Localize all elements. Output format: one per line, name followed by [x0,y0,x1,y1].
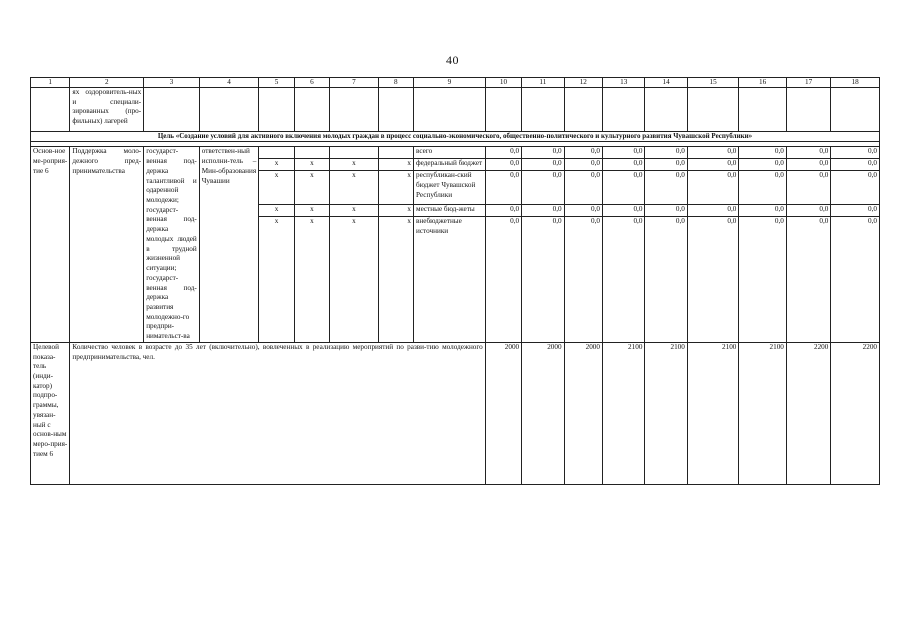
goal-heading: Цель «Создание условий для активного включения молодых граждан в процесс социально-экономического, общественно-политического и культурного развития Чувашской Республики» [31,132,880,142]
funding-value: 0,0 [831,204,880,216]
funding-value: 0,0 [485,204,521,216]
funding-value: 0,0 [831,171,880,205]
column-number: 6 [294,78,329,88]
funding-value: 0,0 [645,216,687,342]
indicator-value: 2000 [522,342,564,484]
funding-value: 0,0 [739,159,787,171]
funding-value: 0,0 [786,216,830,342]
funding-value: 0,0 [602,171,644,205]
x-cell: х [378,159,413,171]
funding-value: 0,0 [564,171,602,205]
funding-value: 0,0 [687,171,739,205]
column-number: 12 [564,78,602,88]
continuation-text: ях оздоровитель-ных и специали-зированных (про-фильных) лагерей [70,88,144,132]
column-number: 15 [687,78,739,88]
x-cell [259,147,294,159]
funding-value: 0,0 [687,216,739,342]
indicator-text: Количество человек в возрасте до 35 лет (включительно), вовлеченных в реализацию мероприятий по разви-тию молодежного предпринимательства, чел. [70,342,485,484]
x-cell: х [330,216,379,342]
column-number: 13 [602,78,644,88]
funding-value: 0,0 [522,147,564,159]
event-description: государст-венная под-держка талантливой и одаренной молодежи; государст-венная под-держка молодых людей в трудной жизненной ситуации; государст-венная под-держка развития молодежно-го предпри-нимательст-ва [144,147,200,342]
funding-value: 0,0 [522,216,564,342]
column-number: 4 [199,78,259,88]
funding-source: республикан-ский бюджет Чувашской Республики [414,171,486,205]
column-number: 5 [259,78,294,88]
indicator-value: 2100 [645,342,687,484]
funding-value: 0,0 [485,159,521,171]
page-number: 40 [446,53,459,67]
event-name: Поддержка моло-дежного пред-принимательства [70,147,144,342]
funding-source: федеральный бюджет [414,159,486,171]
funding-value: 0,0 [564,147,602,159]
indicator-value: 2100 [687,342,739,484]
funding-value: 0,0 [786,204,830,216]
event-executor: ответствен-ный исполни-тель – Мин-образования Чувашии [199,147,259,342]
indicator-value: 2200 [786,342,830,484]
funding-value: 0,0 [739,204,787,216]
funding-value: 0,0 [739,147,787,159]
column-number: 8 [378,78,413,88]
x-cell: х [259,159,294,171]
indicator-value: 2200 [831,342,880,484]
funding-value: 0,0 [602,216,644,342]
indicator-value: 2100 [739,342,787,484]
indicator-value: 2000 [564,342,602,484]
x-cell: х [294,171,329,205]
funding-source: внебюджетные источники [414,216,486,342]
funding-value: 0,0 [831,216,880,342]
x-cell: х [378,216,413,342]
column-number: 2 [70,78,144,88]
funding-value: 0,0 [645,171,687,205]
funding-row [31,147,880,159]
funding-value: 0,0 [739,171,787,205]
funding-value: 0,0 [485,147,521,159]
funding-value: 0,0 [645,204,687,216]
event-type: Основ-ное ме-роприя-тие 6 [31,147,70,342]
funding-value: 0,0 [485,171,521,205]
column-number-row [31,78,880,88]
x-cell [330,147,379,159]
continuation-row [31,88,880,132]
x-cell: х [330,204,379,216]
funding-value: 0,0 [602,159,644,171]
funding-value: 0,0 [602,147,644,159]
x-cell: х [330,171,379,205]
x-cell: х [330,159,379,171]
funding-value: 0,0 [831,147,880,159]
funding-source: местные бюд-жеты [414,204,486,216]
x-cell [294,147,329,159]
x-cell: х [259,171,294,205]
funding-value: 0,0 [564,159,602,171]
column-number: 7 [330,78,379,88]
x-cell: х [378,204,413,216]
funding-value: 0,0 [564,204,602,216]
x-cell [378,147,413,159]
funding-value: 0,0 [687,204,739,216]
x-cell: х [294,216,329,342]
column-number: 16 [739,78,787,88]
funding-value: 0,0 [645,147,687,159]
funding-value: 0,0 [522,171,564,205]
indicator-value: 2000 [485,342,521,484]
funding-value: 0,0 [645,159,687,171]
column-number: 18 [831,78,880,88]
column-number: 17 [786,78,830,88]
x-cell: х [294,159,329,171]
funding-value: 0,0 [687,159,739,171]
column-number: 11 [522,78,564,88]
column-number: 10 [485,78,521,88]
indicator-row [31,342,880,484]
indicator-label: Целевой показа-тель (инди-катор) подпро-граммы, увязан-ный с основ-ным меро-прия-тием 6 [31,342,70,484]
funding-value: 0,0 [739,216,787,342]
goal-row [31,132,880,142]
x-cell: х [378,171,413,205]
indicator-value: 2100 [602,342,644,484]
x-cell: х [294,204,329,216]
funding-source: всего [414,147,486,159]
x-cell: х [259,216,294,342]
funding-value: 0,0 [786,147,830,159]
funding-value: 0,0 [831,159,880,171]
column-number: 3 [144,78,200,88]
x-cell: х [259,204,294,216]
funding-value: 0,0 [786,159,830,171]
funding-value: 0,0 [522,204,564,216]
funding-value: 0,0 [786,171,830,205]
column-number: 14 [645,78,687,88]
funding-value: 0,0 [485,216,521,342]
funding-value: 0,0 [522,159,564,171]
column-number: 1 [31,78,70,88]
funding-value: 0,0 [687,147,739,159]
column-number: 9 [414,78,486,88]
program-table [30,77,880,485]
funding-value: 0,0 [602,204,644,216]
funding-value: 0,0 [564,216,602,342]
